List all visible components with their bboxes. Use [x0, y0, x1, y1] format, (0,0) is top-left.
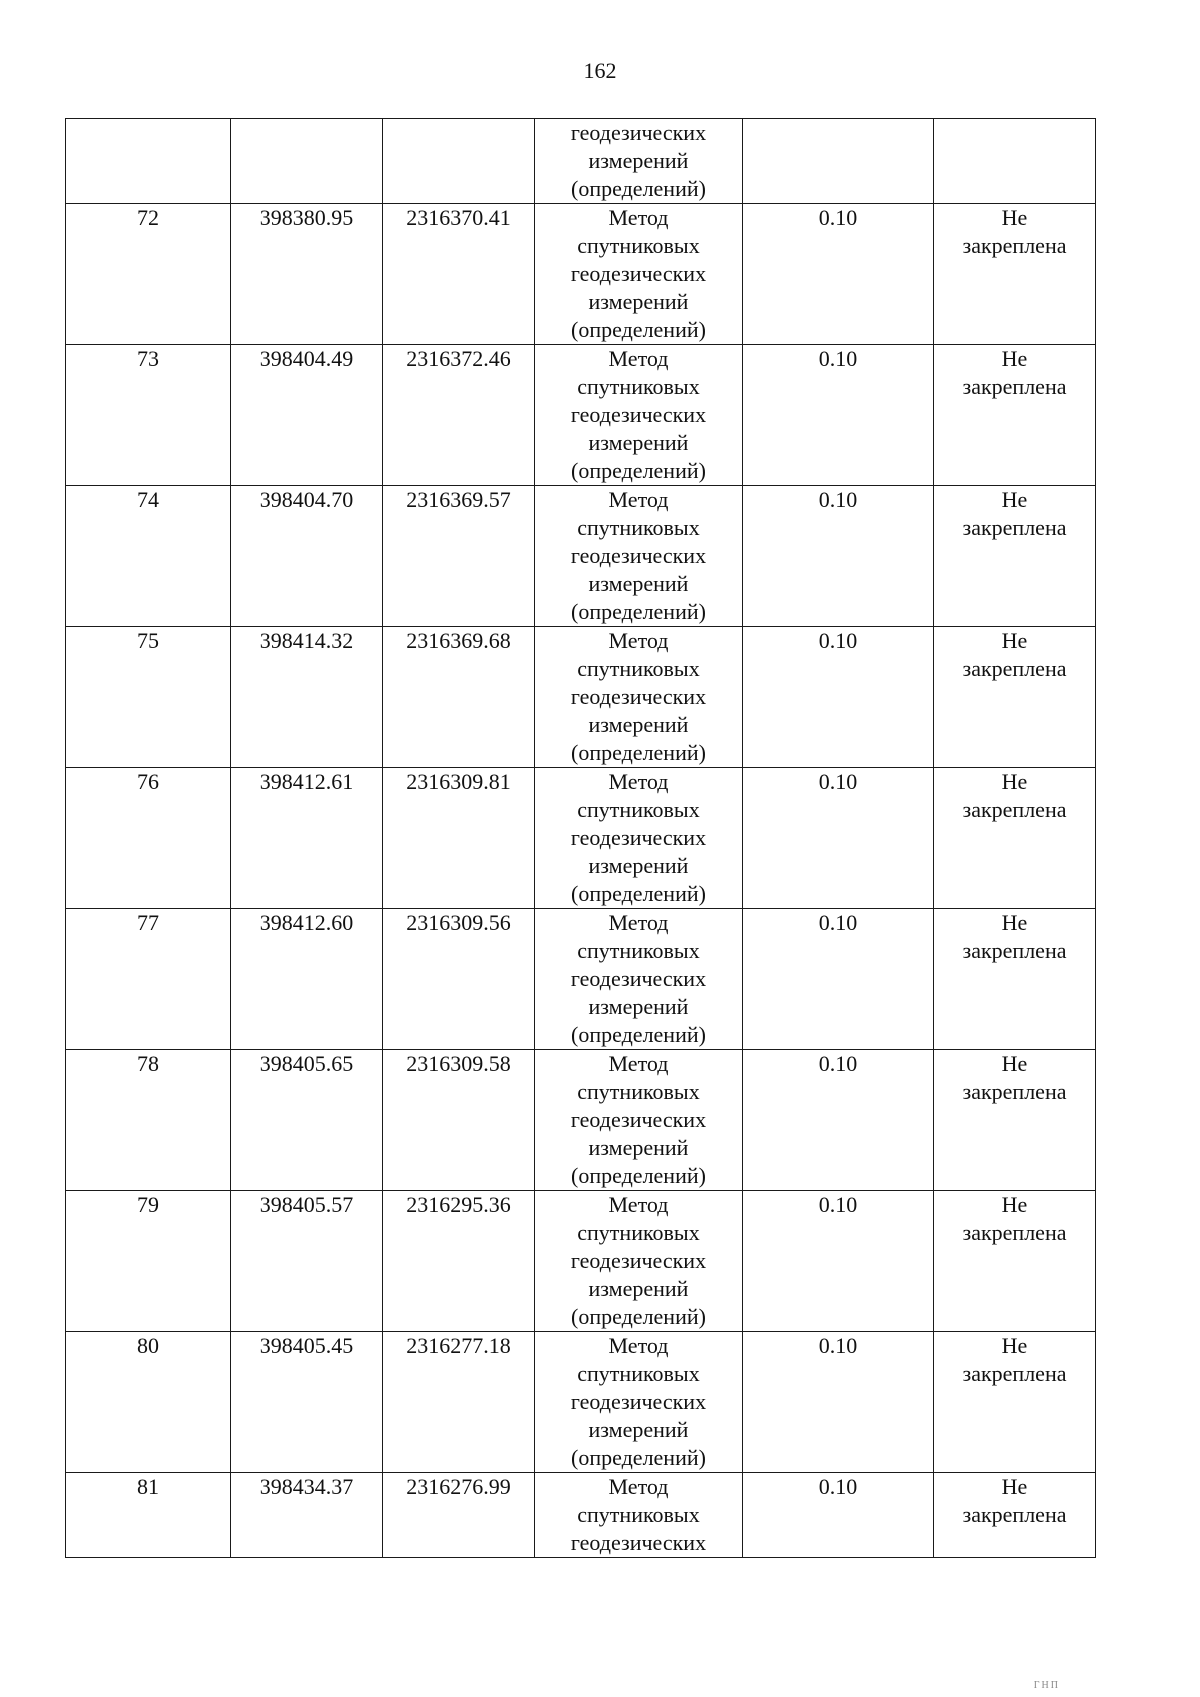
cell-method [535, 119, 743, 204]
cell-point-number: 76 [66, 768, 231, 909]
fixation-line: закреплена [962, 233, 1067, 258]
method-line: геодезических [570, 1530, 707, 1555]
cell-y-coordinate [383, 119, 535, 204]
method-line: геодезических [570, 1389, 707, 1414]
cell-x-coordinate: 398414.32 [231, 627, 383, 768]
cell-accuracy: 0.10 [743, 1191, 934, 1332]
method-line: измерений [588, 994, 689, 1019]
cell-accuracy: 0.10 [743, 627, 934, 768]
cell-accuracy: 0.10 [743, 486, 934, 627]
fixation-line: Не [1001, 769, 1028, 794]
method-line: спутниковых [577, 1502, 700, 1527]
cell-point-number: 81 [66, 1473, 231, 1558]
table-row [66, 627, 1096, 768]
fixation-line: закреплена [962, 938, 1067, 963]
cell-y-coordinate: 2316295.36 [383, 1191, 535, 1332]
cell-point-number: 78 [66, 1050, 231, 1191]
fixation-line: Не [1001, 1333, 1028, 1358]
method-line: спутниковых [577, 1361, 700, 1386]
fixation-line: Не [1001, 1051, 1028, 1076]
method-line: Метод [608, 1333, 669, 1358]
table-row [66, 1050, 1096, 1191]
cell-x-coordinate: 398412.61 [231, 768, 383, 909]
table-row [66, 1332, 1096, 1473]
cell-fixation [934, 1191, 1096, 1332]
cell-point-number: 73 [66, 345, 231, 486]
method-line: спутниковых [577, 656, 700, 681]
fixation-line: закреплена [962, 1220, 1067, 1245]
table-row-continued [66, 119, 1096, 204]
method-line: измерений [588, 1135, 689, 1160]
method-line: (определений) [571, 740, 706, 765]
cell-x-coordinate: 398412.60 [231, 909, 383, 1050]
cell-y-coordinate: 2316372.46 [383, 345, 535, 486]
method-line: геодезических [570, 1248, 707, 1273]
cell-fixation [934, 1473, 1096, 1558]
fixation-line: закреплена [962, 515, 1067, 540]
cell-point-number: 72 [66, 204, 231, 345]
coordinates-table [65, 118, 1096, 1558]
cell-point-number: 79 [66, 1191, 231, 1332]
method-line: спутниковых [577, 1220, 700, 1245]
cell-point-number: 77 [66, 909, 231, 1050]
method-line: Метод [608, 910, 669, 935]
method-line: Метод [608, 1051, 669, 1076]
cell-fixation [934, 768, 1096, 909]
cell-fixation [934, 909, 1096, 1050]
cell-accuracy: 0.10 [743, 768, 934, 909]
cell-accuracy: 0.10 [743, 909, 934, 1050]
cell-fixation [934, 627, 1096, 768]
cell-method [535, 486, 743, 627]
method-line: измерений [588, 853, 689, 878]
method-line: спутниковых [577, 938, 700, 963]
cell-y-coordinate: 2316277.18 [383, 1332, 535, 1473]
cell-x-coordinate: 398404.49 [231, 345, 383, 486]
method-line: Метод [608, 346, 669, 371]
cell-accuracy: 0.10 [743, 345, 934, 486]
cell-accuracy: 0.10 [743, 204, 934, 345]
fixation-line: Не [1001, 346, 1028, 371]
cell-method [535, 627, 743, 768]
method-line: (определений) [571, 458, 706, 483]
cell-fixation [934, 119, 1096, 204]
method-line: спутниковых [577, 515, 700, 540]
method-line: (определений) [571, 176, 706, 201]
method-line: измерений [588, 712, 689, 737]
method-line: геодезических [570, 684, 707, 709]
fixation-line: закреплена [962, 1502, 1067, 1527]
method-line: измерений [588, 289, 689, 314]
method-line: измерений [588, 1276, 689, 1301]
fixation-line: закреплена [962, 374, 1067, 399]
fixation-line: Не [1001, 628, 1028, 653]
method-line: геодезических [570, 825, 707, 850]
fixation-line: закреплена [962, 656, 1067, 681]
fixation-line: закреплена [962, 797, 1067, 822]
cell-x-coordinate: 398380.95 [231, 204, 383, 345]
table-row [66, 909, 1096, 1050]
method-line: (определений) [571, 599, 706, 624]
method-line: Метод [608, 1192, 669, 1217]
method-line: (определений) [571, 1304, 706, 1329]
table-row [66, 345, 1096, 486]
cell-method [535, 204, 743, 345]
fixation-line: закреплена [962, 1361, 1067, 1386]
method-line: измерений [588, 1417, 689, 1442]
method-line: Метод [608, 628, 669, 653]
fixation-line: Не [1001, 487, 1028, 512]
method-line: геодезических [570, 120, 707, 145]
cell-method [535, 768, 743, 909]
cell-fixation [934, 345, 1096, 486]
method-line: Метод [608, 487, 669, 512]
cell-y-coordinate: 2316309.58 [383, 1050, 535, 1191]
fixation-line: Не [1001, 1192, 1028, 1217]
table-row [66, 204, 1096, 345]
table-row [66, 768, 1096, 909]
cell-fixation [934, 1050, 1096, 1191]
method-line: спутниковых [577, 374, 700, 399]
cell-accuracy: 0.10 [743, 1473, 934, 1558]
method-line: (определений) [571, 1022, 706, 1047]
method-line: (определений) [571, 881, 706, 906]
fixation-line: закреплена [962, 1079, 1067, 1104]
cell-x-coordinate: 398405.57 [231, 1191, 383, 1332]
method-line: Метод [608, 769, 669, 794]
cell-point-number [66, 119, 231, 204]
cell-method [535, 345, 743, 486]
method-line: (определений) [571, 1445, 706, 1470]
method-line: геодезических [570, 543, 707, 568]
cell-accuracy: 0.10 [743, 1332, 934, 1473]
cell-y-coordinate: 2316369.57 [383, 486, 535, 627]
cell-accuracy: 0.10 [743, 1050, 934, 1191]
method-line: измерений [588, 430, 689, 455]
cell-point-number: 74 [66, 486, 231, 627]
table-row [66, 486, 1096, 627]
cell-y-coordinate: 2316309.81 [383, 768, 535, 909]
cell-fixation [934, 204, 1096, 345]
cell-x-coordinate [231, 119, 383, 204]
cell-method [535, 1050, 743, 1191]
method-line: геодезических [570, 261, 707, 286]
cell-fixation [934, 486, 1096, 627]
cell-x-coordinate: 398405.45 [231, 1332, 383, 1473]
cell-y-coordinate: 2316276.99 [383, 1473, 535, 1558]
cell-y-coordinate: 2316369.68 [383, 627, 535, 768]
cell-fixation [934, 1332, 1096, 1473]
method-line: геодезических [570, 1107, 707, 1132]
method-line: (определений) [571, 317, 706, 342]
method-line: спутниковых [577, 797, 700, 822]
fixation-line: Не [1001, 910, 1028, 935]
method-line: геодезических [570, 966, 707, 991]
method-line: измерений [588, 148, 689, 173]
table-row [66, 1191, 1096, 1332]
method-line: измерений [588, 571, 689, 596]
coordinates-table-body [66, 119, 1096, 1558]
scan-footer-mark: ГНП [1033, 1680, 1060, 1691]
method-line: Метод [608, 205, 669, 230]
cell-x-coordinate: 398434.37 [231, 1473, 383, 1558]
cell-method [535, 1332, 743, 1473]
method-line: (определений) [571, 1163, 706, 1188]
method-line: спутниковых [577, 1079, 700, 1104]
cell-y-coordinate: 2316309.56 [383, 909, 535, 1050]
cell-x-coordinate: 398404.70 [231, 486, 383, 627]
cell-point-number: 80 [66, 1332, 231, 1473]
cell-point-number: 75 [66, 627, 231, 768]
method-line: спутниковых [577, 233, 700, 258]
fixation-line: Не [1001, 1474, 1028, 1499]
cell-accuracy [743, 119, 934, 204]
table-row [66, 1473, 1096, 1558]
cell-y-coordinate: 2316370.41 [383, 204, 535, 345]
method-line: геодезических [570, 402, 707, 427]
method-line: Метод [608, 1474, 669, 1499]
cell-method [535, 1473, 743, 1558]
fixation-line: Не [1001, 205, 1028, 230]
cell-method [535, 1191, 743, 1332]
page-number: 162 [583, 58, 617, 83]
cell-x-coordinate: 398405.65 [231, 1050, 383, 1191]
cell-method [535, 909, 743, 1050]
